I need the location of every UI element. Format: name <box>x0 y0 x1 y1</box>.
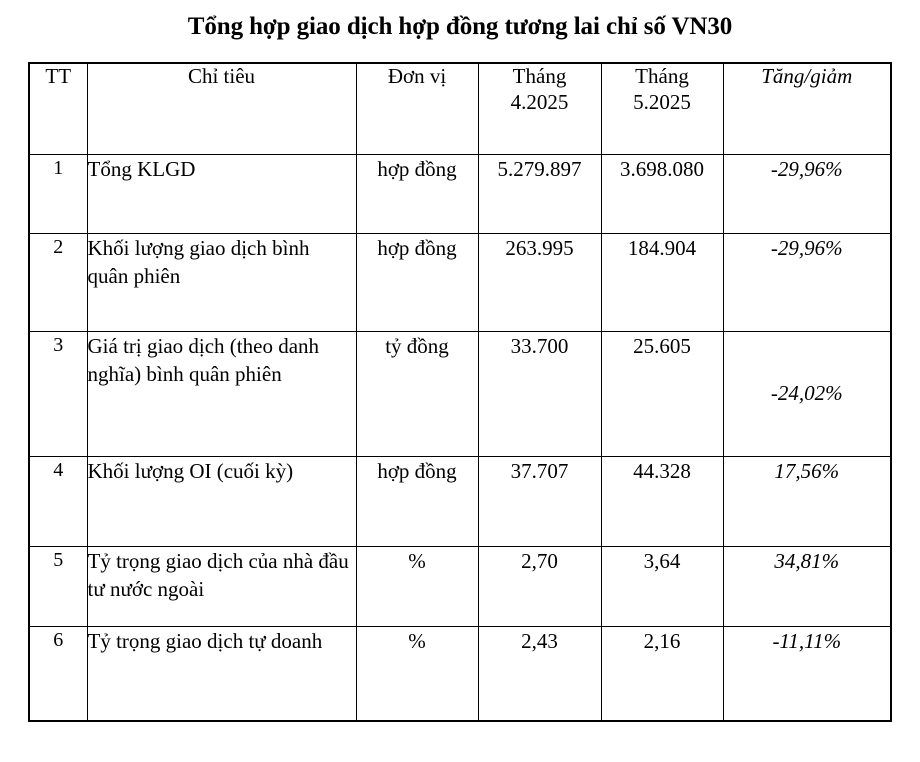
row-value-month-5: 25.605 <box>601 331 723 456</box>
row-indicator: Tổng KLGD <box>87 154 356 233</box>
column-header-month-5 <box>601 63 723 154</box>
row-indicator: Tỷ trọng giao dịch của nhà đầu tư nước ngoài <box>87 546 356 626</box>
row-index: 4 <box>29 456 87 546</box>
table-row <box>29 331 891 456</box>
column-header-change: Tăng/giảm <box>723 63 891 154</box>
row-indicator: Giá trị giao dịch (theo danh nghĩa) bình quân phiên <box>87 331 356 456</box>
table-row <box>29 154 891 233</box>
row-index: 6 <box>29 626 87 721</box>
row-change: 34,81% <box>723 546 891 626</box>
row-value-month-4: 2,43 <box>478 626 601 721</box>
column-header-month-4-line1: Tháng <box>512 64 567 88</box>
row-unit: tỷ đồng <box>356 331 478 456</box>
row-unit: % <box>356 546 478 626</box>
row-index: 3 <box>29 331 87 456</box>
table-row <box>29 456 891 546</box>
column-header-month-5-line1: Tháng <box>635 64 689 88</box>
column-header-month-4 <box>478 63 601 154</box>
column-header-month-5-line2: 5.2025 <box>633 89 691 114</box>
row-change: -24,02% <box>723 331 891 456</box>
row-index: 5 <box>29 546 87 626</box>
row-change: 17,56% <box>723 456 891 546</box>
table-row <box>29 233 891 331</box>
row-change: -29,96% <box>723 233 891 331</box>
table-header <box>29 63 891 154</box>
table-row <box>29 626 891 721</box>
row-value-month-5: 3,64 <box>601 546 723 626</box>
column-header-indicator: Chỉ tiêu <box>87 63 356 154</box>
row-unit: hợp đồng <box>356 233 478 331</box>
row-value-month-4: 263.995 <box>478 233 601 331</box>
row-index: 2 <box>29 233 87 331</box>
row-value-month-4: 37.707 <box>478 456 601 546</box>
vn30-futures-summary-table <box>28 62 892 722</box>
table-header-row <box>29 63 891 154</box>
row-unit: % <box>356 626 478 721</box>
row-value-month-4: 33.700 <box>478 331 601 456</box>
row-change: -29,96% <box>723 154 891 233</box>
row-indicator: Khối lượng OI (cuối kỳ) <box>87 456 356 546</box>
report-table-container <box>28 62 890 722</box>
row-indicator: Tỷ trọng giao dịch tự doanh <box>87 626 356 721</box>
row-value-month-5: 184.904 <box>601 233 723 331</box>
row-value-month-4: 2,70 <box>478 546 601 626</box>
row-indicator: Khối lượng giao dịch bình quân phiên <box>87 233 356 331</box>
row-value-month-5: 3.698.080 <box>601 154 723 233</box>
table-body <box>29 154 891 721</box>
row-value-month-5: 44.328 <box>601 456 723 546</box>
row-unit: hợp đồng <box>356 456 478 546</box>
row-index: 1 <box>29 154 87 233</box>
table-row <box>29 546 891 626</box>
row-change: -11,11% <box>723 626 891 721</box>
row-unit: hợp đồng <box>356 154 478 233</box>
column-header-unit: Đơn vị <box>356 63 478 154</box>
column-header-tt: TT <box>29 63 87 154</box>
row-value-month-5: 2,16 <box>601 626 723 721</box>
page-title: Tổng hợp giao dịch hợp đồng tương lai chỉ số VN30 <box>187 13 733 40</box>
row-value-month-4: 5.279.897 <box>478 154 601 233</box>
column-header-month-4-line2: 4.2025 <box>510 89 569 114</box>
